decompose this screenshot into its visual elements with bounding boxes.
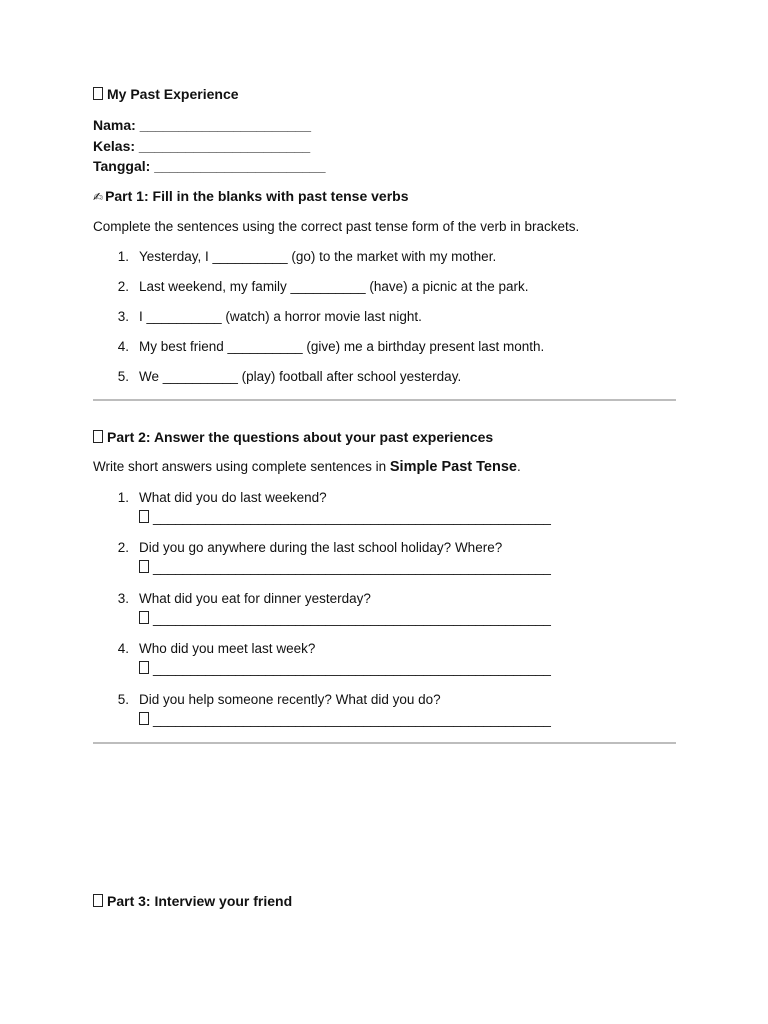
missing-glyph-icon: [139, 661, 149, 674]
section-divider: [93, 399, 676, 401]
part2-instruction: Write short answers using complete sentences in Simple Past Tense.: [93, 459, 521, 475]
worksheet-title: My Past Experience: [93, 86, 239, 102]
answer-line[interactable]: _____________________________________________________: [139, 611, 551, 626]
question-item: 5. Did you help someone recently? What did you do? _____________________________________________________: [117, 692, 551, 727]
list-item: 1. Yesterday, I __________ (go) to the market with my mother.: [117, 249, 497, 264]
answer-line[interactable]: _____________________________________________________: [139, 712, 551, 727]
question-item: 4. Who did you meet last week? _____________________________________________________: [117, 641, 551, 676]
answer-line[interactable]: _____________________________________________________: [139, 510, 551, 525]
writing-hand-icon: ✍: [93, 190, 104, 204]
section-divider: [93, 742, 676, 744]
answer-line[interactable]: _____________________________________________________: [139, 661, 551, 676]
missing-glyph-icon: [93, 430, 103, 443]
class-field: Kelas: ______________________: [93, 138, 311, 154]
list-item: 4. My best friend __________ (give) me a birthday present last month.: [117, 339, 545, 354]
date-field: Tanggal: ______________________: [93, 158, 326, 174]
missing-glyph-icon: [139, 510, 149, 523]
question-item: 2. Did you go anywhere during the last school holiday? Where? _____________________________________________________: [117, 540, 551, 575]
part1-instruction: Complete the sentences using the correct past tense form of the verb in brackets.: [93, 219, 580, 234]
list-item: 3. I __________ (watch) a horror movie last night.: [117, 309, 422, 324]
missing-glyph-icon: [139, 611, 149, 624]
part2-heading: Part 2: Answer the questions about your past experiences: [93, 429, 493, 445]
answer-line[interactable]: _____________________________________________________: [139, 560, 551, 575]
part1-heading: ✍ Part 1: Fill in the blanks with past tense verbs: [93, 188, 409, 204]
question-item: 3. What did you eat for dinner yesterday? _____________________________________________________: [117, 591, 551, 626]
name-field: Nama: ______________________: [93, 117, 311, 133]
question-item: 1. What did you do last weekend? _____________________________________________________: [117, 490, 551, 525]
missing-glyph-icon: [139, 712, 149, 725]
part3-heading: Part 3: Interview your friend: [93, 893, 292, 909]
missing-glyph-icon: [139, 560, 149, 573]
list-item: 2. Last weekend, my family __________ (have) a picnic at the park.: [117, 279, 529, 294]
missing-glyph-icon: [93, 894, 103, 907]
list-item: 5. We __________ (play) football after school yesterday.: [117, 369, 462, 384]
missing-glyph-icon: [93, 87, 103, 100]
